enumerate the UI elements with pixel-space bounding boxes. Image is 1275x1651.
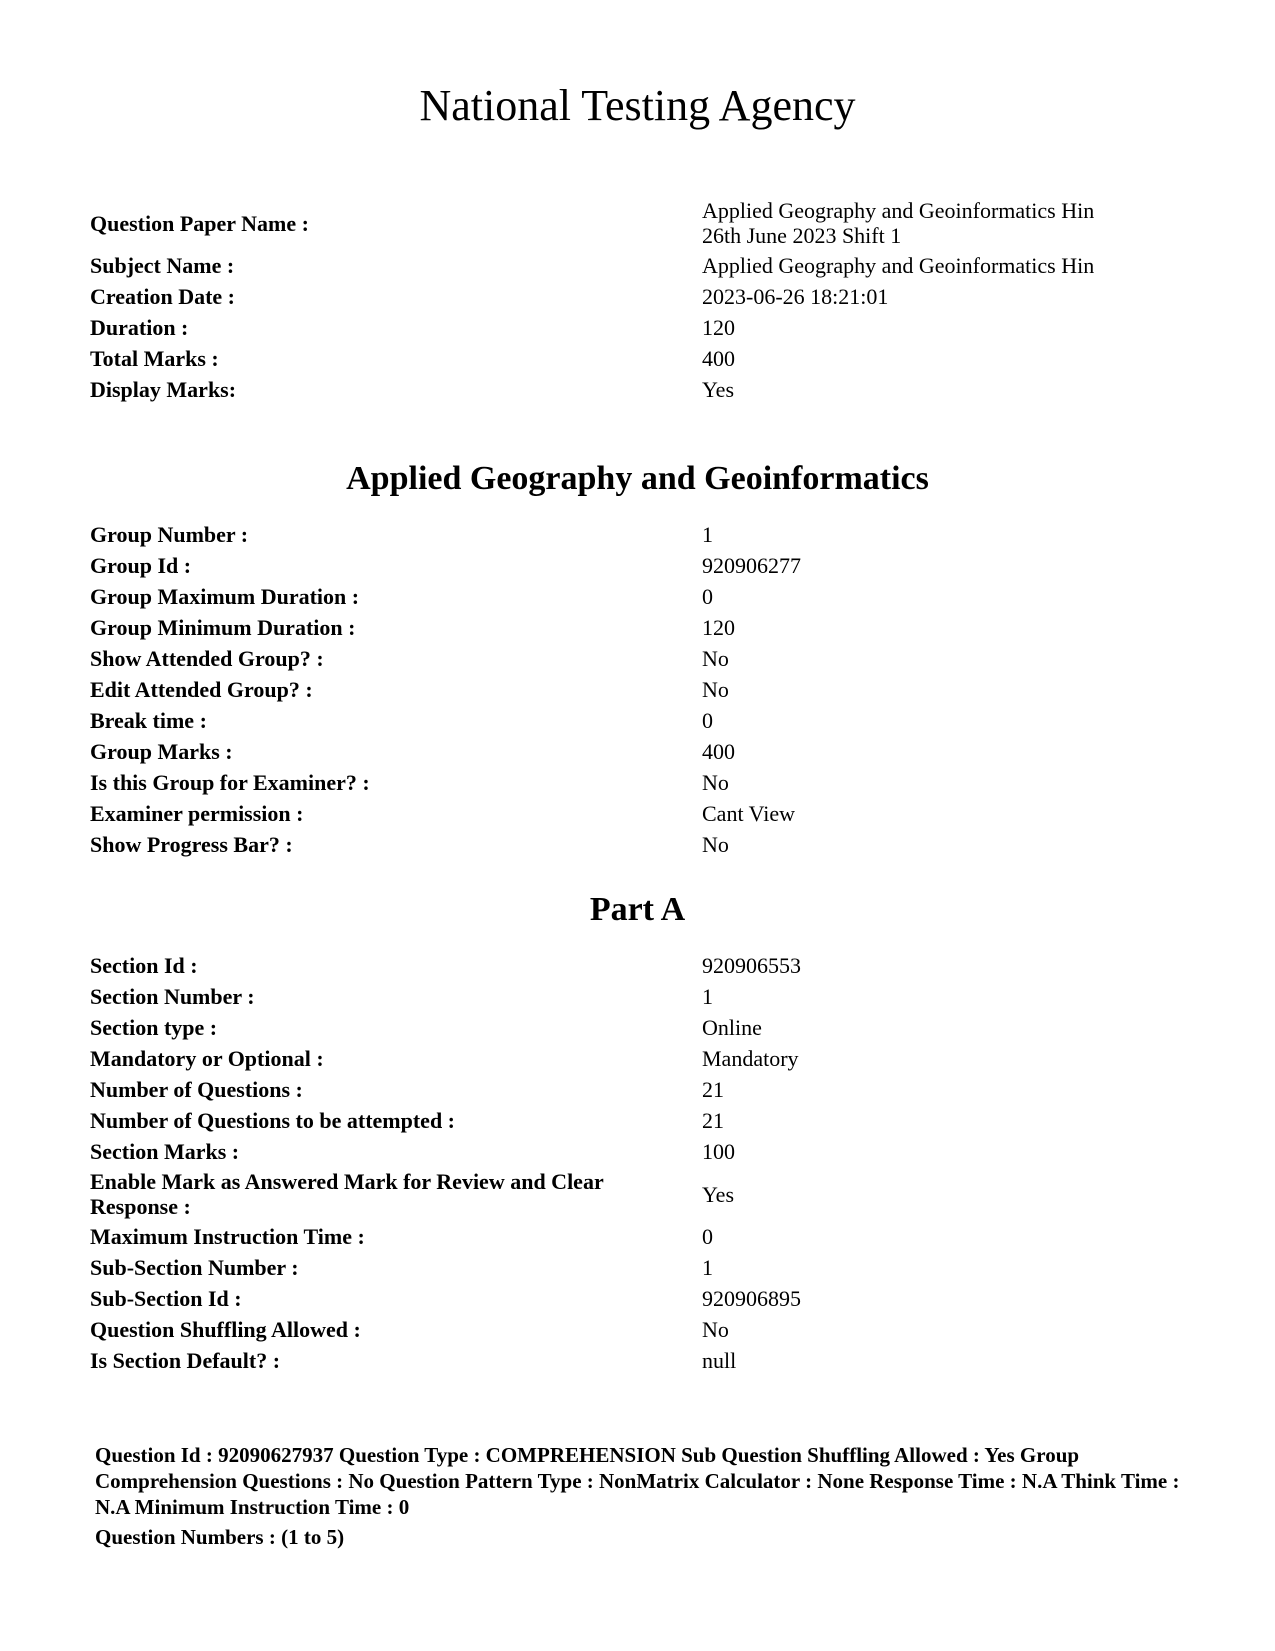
group-label: Is this Group for Examiner? :: [90, 770, 370, 795]
group-value: No: [702, 832, 729, 857]
group-label: Break time :: [90, 708, 207, 733]
info-row: [90, 250, 1190, 281]
info-value: Applied Geography and Geoinformatics Hin 26th June 2023 Shift 1: [702, 198, 1095, 248]
info-value: 120: [702, 315, 735, 340]
group-label: Group Marks :: [90, 739, 233, 764]
page-title: National Testing Agency: [419, 81, 856, 130]
section-value: Online: [702, 1015, 762, 1040]
section-label: Section Marks :: [90, 1139, 240, 1164]
group-row: [90, 519, 1190, 550]
group-value: 400: [702, 739, 735, 764]
info-row: [90, 343, 1190, 374]
group-label: Show Progress Bar? :: [90, 832, 293, 857]
section-value: 1: [702, 984, 713, 1009]
info-value: Yes: [702, 377, 735, 402]
section-row: [90, 1314, 1190, 1345]
group-label: Group Maximum Duration :: [90, 584, 360, 609]
group-value: 0: [702, 708, 713, 733]
section-label: Maximum Instruction Time :: [90, 1224, 365, 1249]
info-value: 400: [702, 346, 735, 371]
group-row: [90, 643, 1190, 674]
group-row: [90, 767, 1190, 798]
section-row: [90, 1221, 1190, 1252]
section-value: 21: [702, 1077, 724, 1102]
section-row: [90, 950, 1190, 981]
info-label: Question Paper Name :: [90, 210, 309, 236]
section-row: [90, 981, 1190, 1012]
section-row: [90, 1345, 1190, 1376]
section-label: Number of Questions :: [90, 1077, 303, 1102]
section-label: Sub-Section Id :: [90, 1286, 242, 1311]
section-row: [90, 1074, 1190, 1105]
section-label: Question Shuffling Allowed :: [90, 1317, 361, 1342]
info-row: [90, 312, 1190, 343]
section-label: Number of Questions to be attempted :: [90, 1108, 456, 1133]
group-label: Edit Attended Group? :: [90, 677, 313, 702]
group-label: Group Id :: [90, 553, 192, 578]
group-label: Group Minimum Duration :: [90, 615, 356, 640]
info-label: Duration :: [90, 315, 189, 340]
group-row: [90, 550, 1190, 581]
section-value: Mandatory: [702, 1046, 799, 1071]
section-label: Mandatory or Optional :: [90, 1046, 324, 1071]
group-row: [90, 581, 1190, 612]
info-label: Display Marks:: [90, 377, 237, 402]
group-row: [90, 829, 1190, 860]
info-row: [90, 196, 1190, 250]
group-row: [90, 705, 1190, 736]
group-value: No: [702, 646, 729, 671]
group-info-table: [90, 519, 1190, 860]
group-value: No: [702, 770, 729, 795]
group-row: [90, 736, 1190, 767]
group-label: Group Number :: [90, 522, 249, 547]
info-label: Subject Name :: [90, 253, 235, 278]
question-numbers: Question Numbers : (1 to 5): [95, 1525, 345, 1549]
section-row: [90, 1136, 1190, 1167]
group-row: [90, 674, 1190, 705]
section-label: Section Id :: [90, 953, 198, 978]
section-value: No: [702, 1317, 729, 1342]
section-label: Section type :: [90, 1015, 218, 1040]
info-row: [90, 374, 1190, 405]
group-label: Examiner permission :: [90, 801, 304, 826]
group-value: Cant View: [702, 801, 795, 826]
info-value: 2023-06-26 18:21:01: [702, 284, 889, 309]
group-value: 1: [702, 522, 713, 547]
paper-info-table: [90, 196, 1190, 405]
section-value: 1: [702, 1255, 713, 1280]
group-row: [90, 612, 1190, 643]
section-value: 920906895: [702, 1286, 801, 1311]
section-label: Is Section Default? :: [90, 1348, 281, 1373]
section-label: Section Number :: [90, 984, 255, 1009]
section-row: [90, 1105, 1190, 1136]
section-label: Enable Mark as Answered Mark for Review and Clear Response :: [90, 1169, 604, 1219]
section-value: 0: [702, 1224, 713, 1249]
section-row: [90, 1283, 1190, 1314]
question-meta: Question Id : 92090627937 Question Type : COMPREHENSION Sub Question Shuffling Allowed : Yes Group Comprehension Questions : No Question Pattern Type : NonMatrix Calculator : None Response Time : N.A Think Time : N.A Minimum Instruction Time : 0: [95, 1443, 1180, 1519]
section-value: Yes: [702, 1181, 735, 1207]
group-heading: Applied Geography and Geoinformatics: [346, 460, 929, 497]
info-row: [90, 281, 1190, 312]
group-value: No: [702, 677, 729, 702]
section-value: 100: [702, 1139, 735, 1164]
group-value: 120: [702, 615, 735, 640]
group-value: 920906277: [702, 553, 801, 578]
info-label: Creation Date :: [90, 284, 235, 309]
section-value: null: [702, 1348, 737, 1373]
section-label: Sub-Section Number :: [90, 1255, 299, 1280]
group-value: 0: [702, 584, 713, 609]
section-row: [90, 1167, 1190, 1221]
group-row: [90, 798, 1190, 829]
section-value: 21: [702, 1108, 724, 1133]
section-row: [90, 1012, 1190, 1043]
section-heading: Part A: [589, 891, 686, 928]
section-row: [90, 1043, 1190, 1074]
group-label: Show Attended Group? :: [90, 646, 324, 671]
section-row: [90, 1252, 1190, 1283]
info-value: Applied Geography and Geoinformatics Hin: [702, 253, 1095, 278]
info-label: Total Marks :: [90, 346, 219, 371]
section-info-table: [90, 950, 1190, 1376]
section-value: 920906553: [702, 953, 801, 978]
